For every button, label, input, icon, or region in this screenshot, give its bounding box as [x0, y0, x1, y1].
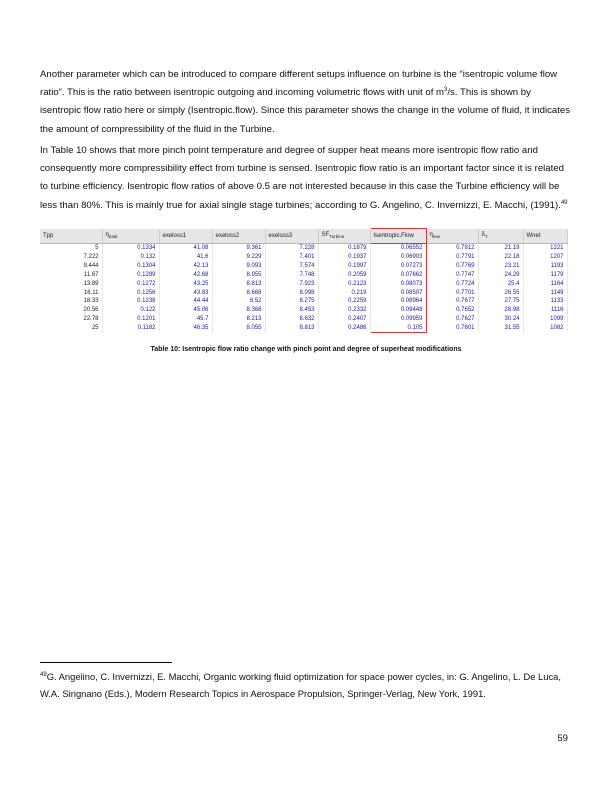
paragraph-text: /s. This is shown by isentropic flow ratio here or simply (Isentropic.flow). Since this parameter shows the change in the volume of fluid, it indicates the amount of compressibility of the fluid in the Turbine.	[40, 87, 571, 135]
table-cell: 0.09448	[370, 306, 426, 315]
table-cell: 0.1937	[318, 253, 370, 262]
table-cell: 22.18	[478, 253, 523, 262]
table-cell: 21.19	[478, 244, 523, 253]
table-cell: 25	[40, 324, 102, 333]
table-cell: 0.7791	[426, 253, 478, 262]
table-cell: 0.1997	[318, 262, 370, 271]
table-cell: 8.275	[265, 297, 318, 306]
table-cell: 8.368	[212, 306, 265, 315]
footnote-number: 49	[40, 671, 47, 678]
table-cell: 9.093	[212, 262, 265, 271]
table-cell: 8.453	[265, 306, 318, 315]
table-cell: 18.33	[40, 297, 102, 306]
table-cell: 45.7	[159, 315, 212, 324]
table-cell: 31.55	[478, 324, 523, 333]
table-cell: 7.222	[40, 253, 102, 262]
table-cell: 0.1334	[102, 244, 159, 253]
superscript-unit: 3	[444, 87, 448, 94]
table-row	[40, 324, 567, 333]
table-cell: 44.44	[159, 297, 212, 306]
footnote-text: G. Angelino, C. Invernizzi, E. Macchi, Organic working fluid optimization for space power cycles, in: G. Angelino, L. De Luca, W.A. Sirignano (Eds.), Modern Research Topics in Aerospace Propulsion, Springer-Verlag, New York, 1991.	[40, 671, 561, 699]
page-number: 59	[557, 733, 568, 744]
table-cell: 20.56	[40, 306, 102, 315]
table-cell: 0.219	[318, 288, 370, 297]
table-caption: Table 10: Isentropic flow ratio change with pinch point and degree of superheat modifications	[150, 346, 462, 353]
table-cell: 8.098	[265, 288, 318, 297]
table-header-row	[40, 229, 567, 244]
table-cell: 41.6	[159, 253, 212, 262]
table-cell: 1207	[523, 253, 567, 262]
table-row	[40, 262, 567, 271]
table-cell: 11.67	[40, 271, 102, 280]
table-cell: 7.228	[265, 244, 318, 253]
table-row	[40, 306, 567, 315]
table-cell: 8.813	[212, 279, 265, 288]
table-cell: 0.08073	[370, 279, 426, 288]
footnote	[40, 669, 572, 702]
table-cell: 0.2123	[318, 279, 370, 288]
table-cell: 0.7747	[426, 271, 478, 280]
table-cell: 42.13	[159, 262, 212, 271]
table-cell: 0.7812	[426, 244, 478, 253]
table-row	[40, 253, 567, 262]
table-cell: 43.25	[159, 279, 212, 288]
table-cell: 0.2407	[318, 315, 370, 324]
table-cell: 1116	[523, 306, 567, 315]
table-cell: 8.52	[212, 297, 265, 306]
table-cell: 8.213	[212, 315, 265, 324]
table-cell: 24.29	[478, 271, 523, 280]
table-row	[40, 288, 567, 297]
paragraph-table-discussion	[40, 142, 572, 215]
table-cell: 1099	[523, 315, 567, 324]
table-cell: 23.21	[478, 262, 523, 271]
table-cell: 0.7601	[426, 324, 478, 333]
table-cell: 26.55	[478, 288, 523, 297]
table-cell: 0.1289	[102, 271, 159, 280]
table-row	[40, 279, 567, 288]
table-cell: 8.632	[265, 315, 318, 324]
table-cell: 1179	[523, 271, 567, 280]
table-cell: 9.444	[40, 262, 102, 271]
table-cell: 45.06	[159, 306, 212, 315]
table-cell: 30.24	[478, 315, 523, 324]
table-cell: 8.055	[212, 324, 265, 333]
table-cell: 0.07662	[370, 271, 426, 280]
paragraph-text: In Table 10 shows that more pinch point temperature and degree of supper heat means more isentropic flow ratio and consequently more compressibility effect from turbine is sensed. Isentropic flow ratio is an important factor since it is related to turbine efficiency. Isentropic flow ratios of above 0.5 are not interested because in this case the Turbine efficiency will be less than 80%. This is mainly true for axial single stage turbines; according to G. Angelino, C. Invernizzi, E. Macchi, (1991).	[40, 145, 564, 211]
table-cell: 42.68	[159, 271, 212, 280]
table-cell: 0.1256	[102, 288, 159, 297]
table-cell: 7.923	[265, 279, 318, 288]
table-cell: 46.35	[159, 324, 212, 333]
table-cell: 7.401	[265, 253, 318, 262]
table-cell: 8.668	[212, 288, 265, 297]
table-cell: 7.574	[265, 262, 318, 271]
table-cell: 13.89	[40, 279, 102, 288]
table-cell: 1133	[523, 297, 567, 306]
table-cell: 0.1304	[102, 262, 159, 271]
table-cell: 1082	[523, 324, 567, 333]
table-cell: 0.2059	[318, 271, 370, 280]
table-cell: 25.4	[478, 279, 523, 288]
table-row	[40, 271, 567, 280]
table-cell: 0.1272	[102, 279, 159, 288]
col-header-exeloss2: exeloss2	[212, 229, 265, 244]
table-cell: 41.08	[159, 244, 212, 253]
footnote-reference: 49	[560, 199, 568, 206]
col-header-delta-t: $\delta_T$	[478, 229, 523, 244]
table-cell: 0.1201	[102, 315, 159, 324]
table-cell: 0.06552	[370, 244, 426, 253]
table-row	[40, 297, 567, 306]
table-row	[40, 244, 567, 253]
table-cell: 16.11	[40, 288, 102, 297]
table-cell: 27.75	[478, 297, 523, 306]
table-cell: 0.132	[102, 253, 159, 262]
col-header-exeloss1: exeloss1	[159, 229, 212, 244]
table-cell: 0.06903	[370, 253, 426, 262]
table-cell: 9.229	[212, 253, 265, 262]
table-cell: 0.09959	[370, 315, 426, 324]
table-cell: 1221	[523, 244, 567, 253]
table-cell: 0.7627	[426, 315, 478, 324]
table-cell: 0.2259	[318, 297, 370, 306]
table-cell: 7.748	[265, 271, 318, 280]
col-header-isentropic-flow: Isentropic.Flow	[370, 229, 426, 244]
table-cell: 0.7677	[426, 297, 478, 306]
table-cell: 0.122	[102, 306, 159, 315]
table-cell: 0.7652	[426, 306, 478, 315]
table-cell: 0.7724	[426, 279, 478, 288]
table-cell: 0.1182	[102, 324, 159, 333]
table-cell: 1149	[523, 288, 567, 297]
table-cell: 0.1238	[102, 297, 159, 306]
table-cell: 0.08964	[370, 297, 426, 306]
paragraph-isentropic-definition	[40, 66, 572, 139]
table-cell: 5	[40, 244, 102, 253]
table-cell: 0.1879	[318, 244, 370, 253]
col-header-wnet: Wnet	[523, 229, 567, 244]
table-cell: 0.7769	[426, 262, 478, 271]
table-cell: 0.7701	[426, 288, 478, 297]
table-cell: 1193	[523, 262, 567, 271]
footnote-divider	[40, 662, 172, 663]
table-cell: 9.361	[212, 244, 265, 253]
table-cell: 0.07273	[370, 262, 426, 271]
col-header-eta-total: $\eta_{total}$	[102, 229, 159, 244]
table-cell: 8.813	[265, 324, 318, 333]
paragraph-text: Another parameter which can be introduced to compare different setups influence on turbine is the “isentropic volume flow ratio”. This is the ratio between isentropic outgoing and incoming volumetric flows with unit of m	[40, 69, 558, 99]
table-row	[40, 315, 567, 324]
table-cell: 1164	[523, 279, 567, 288]
col-header-eta-exe: $\eta_{exe}$	[426, 229, 478, 244]
table-cell: 0.2486	[318, 324, 370, 333]
table-cell: 28.98	[478, 306, 523, 315]
results-table-container	[40, 228, 572, 341]
table-cell: 8.955	[212, 271, 265, 280]
table-cell: 0.105	[370, 324, 426, 333]
table-cell: 0.08507	[370, 288, 426, 297]
col-header-sf-turbine: $SF_{Turbine}$	[318, 229, 370, 244]
table-cell: 43.83	[159, 288, 212, 297]
results-table	[40, 228, 568, 333]
table-cell: 22.78	[40, 315, 102, 324]
col-header-exeloss3: exeloss3	[265, 229, 318, 244]
table-cell: 0.2332	[318, 306, 370, 315]
col-header-tpp: Tpp	[40, 229, 102, 244]
